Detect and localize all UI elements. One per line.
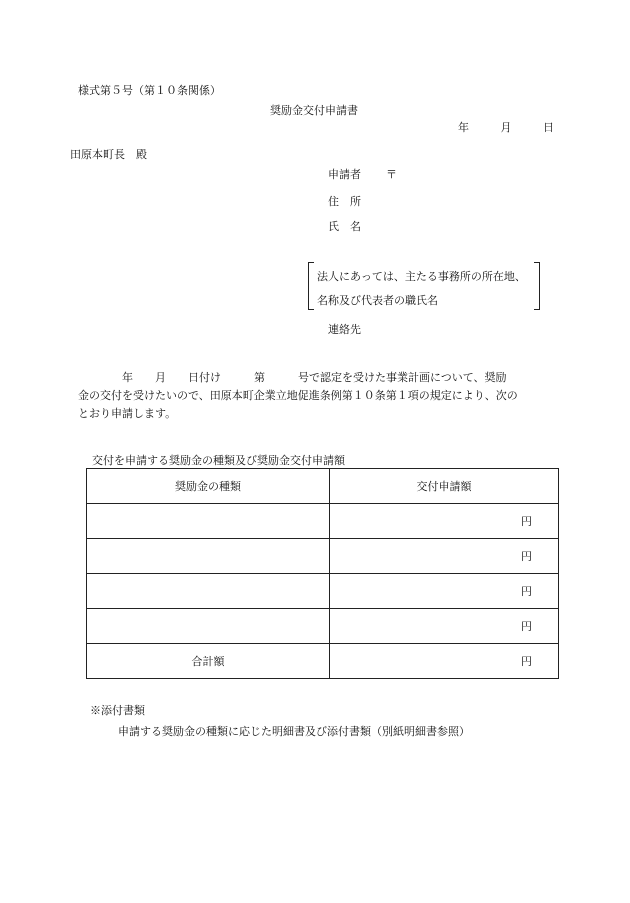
corporate-note-line1: 法人にあっては、主たる事務所の所在地、 — [317, 270, 526, 283]
table-row — [87, 609, 559, 644]
date-month-label: 月 — [500, 121, 512, 134]
grant-amount-cell[interactable]: 円 — [330, 504, 559, 539]
grant-kind-cell[interactable] — [87, 504, 330, 539]
name-label: 氏 名 — [328, 220, 361, 233]
addressee: 田原本町長 殿 — [70, 148, 147, 161]
corporate-note — [308, 262, 540, 308]
left-bracket — [308, 262, 314, 310]
statement-line1: 年 月 日付け 第 号で認定を受けた事業計画について、奨励 — [78, 371, 507, 384]
attachments-text: 申請する奨励金の種類に応じた明細書及び添付書類（別紙明細書参照） — [118, 725, 470, 738]
grant-table — [86, 468, 559, 679]
total-row — [87, 644, 559, 679]
application-statement — [78, 369, 556, 423]
attachments-heading: ※添付書類 — [90, 704, 145, 717]
statement-line3: とおり申請します。 — [78, 407, 177, 420]
grant-amount-cell[interactable]: 円 — [330, 609, 559, 644]
applicant-label: 申請者 — [328, 168, 361, 181]
name-row — [328, 220, 384, 234]
date-year-label: 年 — [458, 121, 469, 134]
address-label: 住 所 — [328, 195, 361, 208]
table-header-row — [87, 469, 559, 504]
table-row — [87, 539, 559, 574]
corporate-note-line2: 名称及び代表者の職氏名 — [317, 294, 438, 307]
document-title: 奨励金交付申請書 — [270, 104, 358, 117]
table-row — [87, 574, 559, 609]
grant-amount-cell[interactable]: 円 — [330, 539, 559, 574]
address-row — [328, 195, 384, 209]
date-line — [458, 119, 554, 135]
statement-line2: 金の交付を受けたいので、田原本町企業立地促進条例第１０条第１項の規定により、次の — [78, 389, 518, 402]
postal-mark: 〒 — [386, 168, 397, 181]
grant-kind-cell[interactable] — [87, 574, 330, 609]
date-day-label: 日 — [543, 121, 554, 134]
contact-label: 連絡先 — [328, 323, 361, 336]
grant-kind-cell[interactable] — [87, 539, 330, 574]
grant-kind-cell[interactable] — [87, 609, 330, 644]
header-kind: 奨励金の種類 — [87, 469, 330, 504]
form-number: 様式第５号（第１０条関係） — [78, 84, 221, 97]
applicant-row — [328, 168, 397, 182]
total-amount-cell[interactable]: 円 — [330, 644, 559, 679]
right-bracket — [534, 262, 540, 310]
table-row — [87, 504, 559, 539]
total-label: 合計額 — [87, 644, 330, 679]
header-amount: 交付申請額 — [330, 469, 559, 504]
grant-amount-cell[interactable]: 円 — [330, 574, 559, 609]
table-caption: 交付を申請する奨励金の種類及び奨励金交付申請額 — [92, 454, 345, 467]
